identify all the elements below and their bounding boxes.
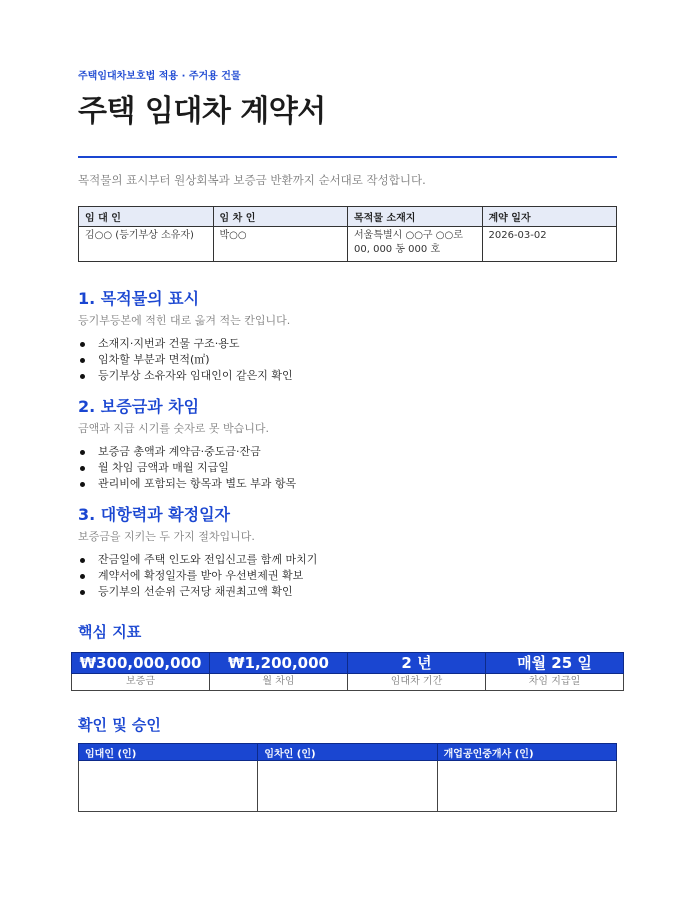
section-title: 1. 목적물의 표시 <box>78 289 200 308</box>
list-item-text: 계약서에 확정일자를 받아 우선변제권 확보 <box>98 569 304 582</box>
title-divider <box>78 156 617 158</box>
approval-header-broker: 개업공인중개사 (인) <box>437 744 616 761</box>
landlord-cell: 김○○ (등기부상 소유자) <box>79 227 214 262</box>
tenant-cell: 박○○ <box>213 227 348 262</box>
term-value: 2 년 <box>348 653 486 674</box>
metrics-table <box>71 652 624 691</box>
section-subtitle: 등기부등본에 적힌 대로 옮겨 적는 칸입니다. <box>78 314 291 327</box>
list-item <box>78 584 617 600</box>
payday-value: 매월 25 일 <box>486 653 624 674</box>
section-subtitle: 금액과 지급 시기를 숫자로 못 박습니다. <box>78 422 269 435</box>
document-title: 주택 임대차 계약서 <box>78 94 326 129</box>
deposit-label: 보증금 <box>72 674 210 691</box>
section-subject <box>78 288 617 384</box>
parties-table <box>78 206 617 262</box>
term-label: 임대차 기간 <box>348 674 486 691</box>
bullet-icon <box>80 558 85 563</box>
list-item-text: 등기부의 선순위 근저당 채권최고액 확인 <box>98 585 293 598</box>
list-item-text: 임차할 부분과 면적(㎡) <box>98 353 210 366</box>
bullet-icon <box>80 574 85 579</box>
parties-header-date: 계약 일자 <box>482 207 617 227</box>
approval-header-tenant: 임차인 (인) <box>258 744 437 761</box>
parties-header-row <box>79 207 617 227</box>
list-item <box>78 476 617 492</box>
section-list <box>78 552 617 600</box>
broker-signature-box[interactable] <box>437 761 616 812</box>
list-item <box>78 460 617 476</box>
list-item <box>78 552 617 568</box>
bullet-icon <box>80 590 85 595</box>
section-deposit <box>78 396 617 492</box>
address-cell: 서울특별시 ○○구 ○○로 00, 000 동 000 호 <box>348 227 483 262</box>
parties-header-landlord: 임 대 인 <box>79 207 214 227</box>
bullet-icon <box>80 450 85 455</box>
list-item-text: 보증금 총액과 계약금·중도금·잔금 <box>98 445 261 458</box>
section-protection <box>78 504 617 600</box>
intro-text: 목적물의 표시부터 원상회복과 보증금 반환까지 순서대로 작성합니다. <box>78 173 426 187</box>
metrics-label-row <box>72 674 624 691</box>
list-item-text: 관리비에 포함되는 항목과 별도 부과 항목 <box>98 477 297 490</box>
section-list <box>78 444 617 492</box>
bullet-icon <box>80 358 85 363</box>
metrics-value-row <box>72 653 624 674</box>
list-item <box>78 368 617 384</box>
deposit-value: ₩300,000,000 <box>72 653 210 674</box>
list-item-text: 월 차임 금액과 매월 지급일 <box>98 461 229 474</box>
parties-header-address: 목적물 소재지 <box>348 207 483 227</box>
parties-header-tenant: 임 차 인 <box>213 207 348 227</box>
list-item-text: 등기부상 소유자와 임대인이 같은지 확인 <box>98 369 293 382</box>
date-cell: 2026-03-02 <box>482 227 617 262</box>
approval-table <box>78 743 617 812</box>
list-item <box>78 568 617 584</box>
table-row <box>79 227 617 262</box>
approval-title: 확인 및 승인 <box>78 716 161 734</box>
approval-block <box>78 715 617 812</box>
section-title: 2. 보증금과 차임 <box>78 397 200 416</box>
bullet-icon <box>80 482 85 487</box>
approval-header-landlord: 임대인 (인) <box>79 744 258 761</box>
list-item <box>78 336 617 352</box>
section-title: 3. 대항력과 확정일자 <box>78 505 230 524</box>
payday-label: 차임 지급일 <box>486 674 624 691</box>
list-item <box>78 444 617 460</box>
rent-label: 월 차임 <box>210 674 348 691</box>
list-item-text: 잔금일에 주택 인도와 전입신고를 함께 마치기 <box>98 553 318 566</box>
section-subtitle: 보증금을 지키는 두 가지 절차입니다. <box>78 530 255 543</box>
metrics-title: 핵심 지표 <box>78 623 142 641</box>
section-list <box>78 336 617 384</box>
landlord-signature-box[interactable] <box>79 761 258 812</box>
law-eyebrow: 주택임대차보호법 적용 · 주거용 건물 <box>78 71 241 82</box>
rent-value: ₩1,200,000 <box>210 653 348 674</box>
bullet-icon <box>80 342 85 347</box>
list-item-text: 소재지·지번과 건물 구조·용도 <box>98 337 240 350</box>
approval-header-row <box>79 744 617 761</box>
metrics-block <box>78 622 617 691</box>
approval-signature-row <box>79 761 617 812</box>
tenant-signature-box[interactable] <box>258 761 437 812</box>
bullet-icon <box>80 466 85 471</box>
bullet-icon <box>80 374 85 379</box>
list-item <box>78 352 617 368</box>
